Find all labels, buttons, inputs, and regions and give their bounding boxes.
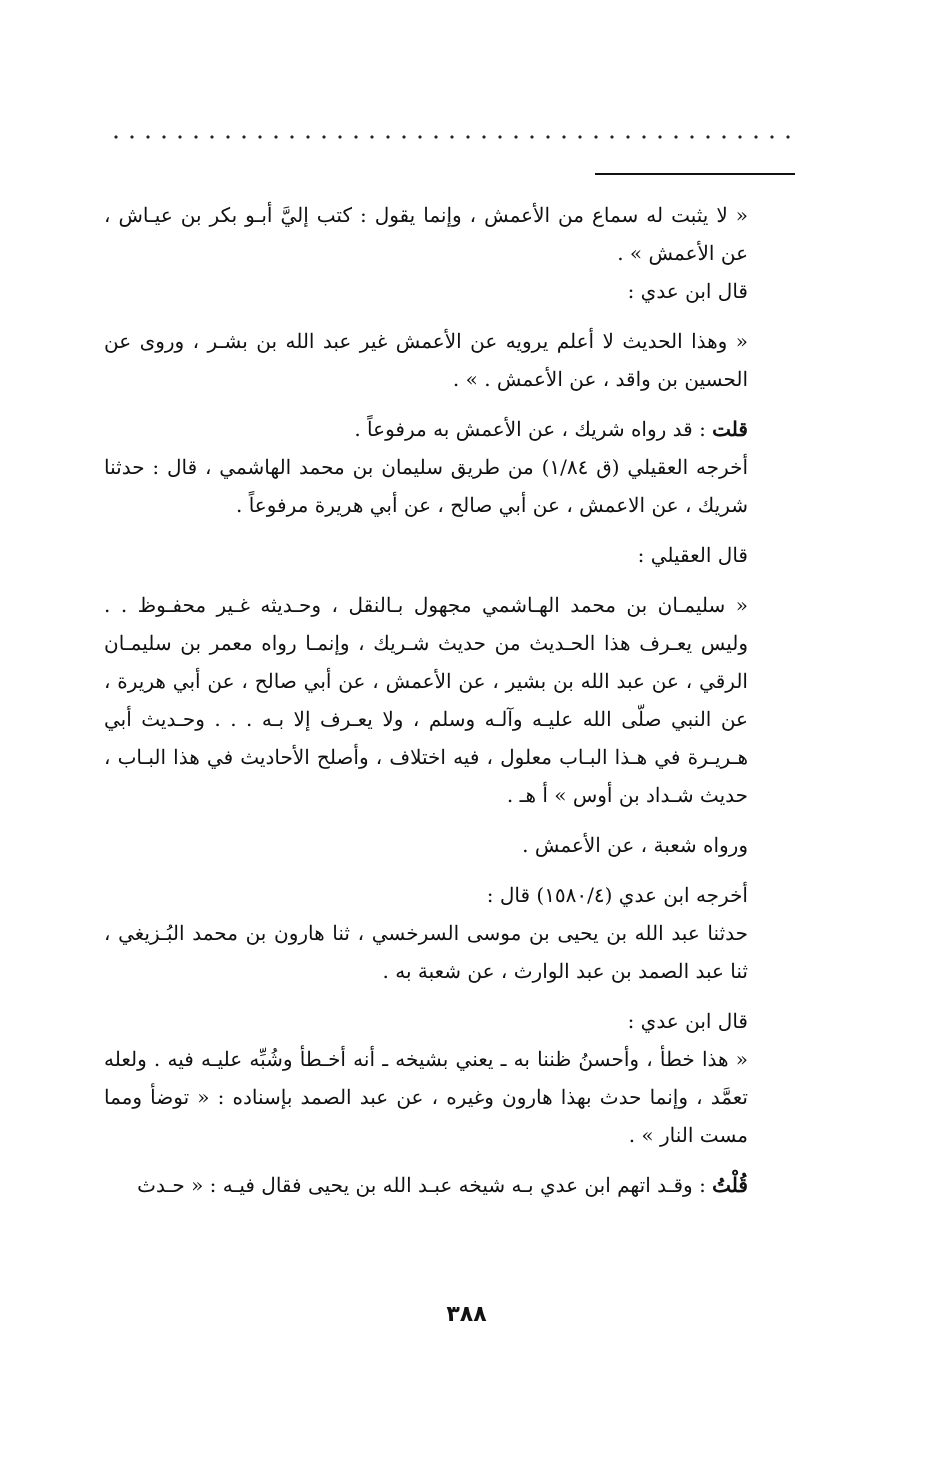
- qultu-label: قلت: [712, 417, 748, 441]
- paragraph-quote-1: « لا يثبت له سماع من الأعمش ، وإنما يقول : كتب إليَّ أبـو بكر بن عيـاش ، عن الأعمش » .: [104, 203, 748, 265]
- paragraph-ibn-adi-heading-1: قال ابن عدي :: [627, 279, 748, 303]
- paragraph-quote-3: « سليمـان بن محمد الهـاشمي مجهول بـالنقل ، وحـديثه غـير محفـوظ . . وليس يعـرف هذا الحـديث من حديث شـريك ، وإنمـا رواه معمر بن سليمـان الرقي ، عن عبد الله بن بشير ، عن الأعمش ، عن أبي صالح ، عن أبي هريرة ، عن النبي صلّى الله عليـه وآلـه وسلم ، ولا يعـرف إلا بـه . . . وحـديث أبي هـريـرة في هـذا البـاب معلول ، فيه اختلاف ، وأصلح الأحاديث في هذا البـاب ، حديث شـداد بن أوس » أ هـ .: [104, 593, 748, 807]
- paragraph-quote-4: « هذا خطأ ، وأحسنُ ظننا به ـ يعني بشيخه ـ أنه أخـطأ وشُبِّه عليـه فيه . ولعله تعمَّد ، وإنما حدث بهذا هارون وغيره ، عن عبد الصمد بإسناده : « توضأ ومما مست النار » .: [104, 1047, 748, 1147]
- paragraph-ibn-adi-heading-2: قال ابن عدي :: [627, 1009, 748, 1033]
- paragraph-shuba: ورواه شعبة ، عن الأعمش .: [522, 833, 748, 857]
- paragraph-quote-2: « وهذا الحديث لا أعلم يرويه عن الأعمش غير عبد الله بن بشـر ، وروى عن الحسين بن واقد ، عن الأعمش . » .: [104, 329, 748, 391]
- qultu-text: : قد رواه شريك ، عن الأعمش به مرفوعاً .: [354, 417, 713, 441]
- paragraph-ibn-adi-citation: أخرجه ابن عدي (١٥٨٠/٤) قال :: [486, 883, 748, 907]
- qultu-text-2: : وقـد اتهم ابن عدي بـه شيخه عبـد الله بن يحيى فقال فيـه : « حـدث: [137, 1173, 713, 1197]
- page-number: ٣٨٨: [446, 1302, 487, 1327]
- paragraph-uqayli-heading: قال العقيلي :: [637, 543, 748, 567]
- footnote-rule: [595, 173, 795, 175]
- dotted-separator: [108, 132, 798, 142]
- paragraph-uqayli-citation: أخرجه العقيلي (ق ١/٨٤) من طريق سليمان بن محمد الهاشمي ، قال : حدثنا شريك ، عن الاعمش ، عن أبي صالح ، عن أبي هريرة مرفوعاً .: [104, 455, 748, 517]
- paragraph-isnad: حدثنا عبد الله بن يحيى بن موسى السرخسي ، ثنا هارون بن محمد البُـزيغي ، ثنا عبد الصمد بن عبد الوارث ، عن شعبة به .: [104, 921, 748, 983]
- paragraph-qultu-1: [104, 410, 800, 448]
- paragraph-qultu-2: [104, 1166, 800, 1204]
- qultu-label-2: قُلْتُ: [712, 1173, 748, 1197]
- body-text: [104, 196, 800, 1204]
